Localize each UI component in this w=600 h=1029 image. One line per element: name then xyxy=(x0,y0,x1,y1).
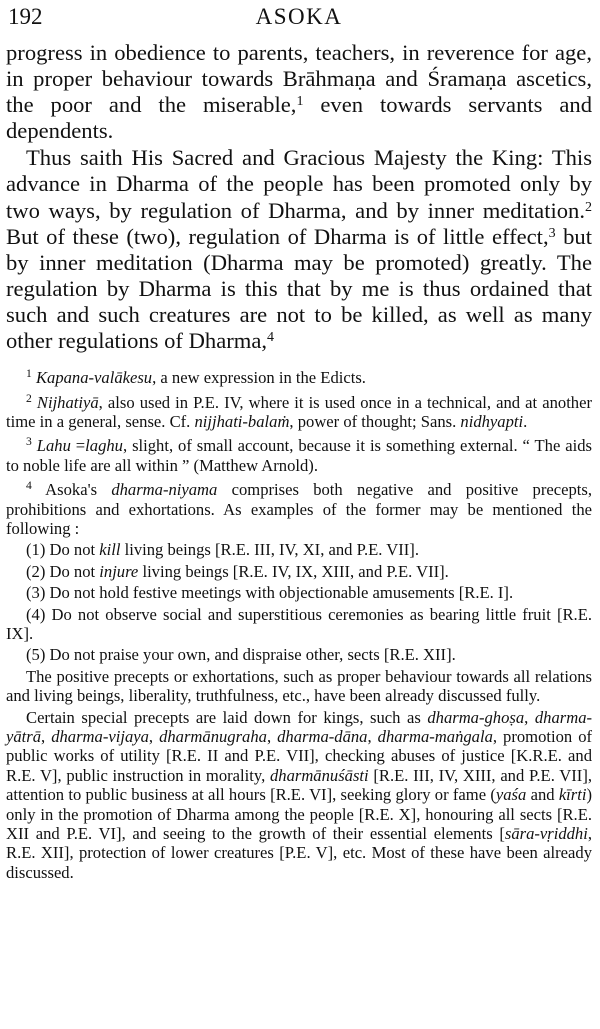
italic-term: dharma-dāna xyxy=(277,727,368,747)
italic-term: laghu xyxy=(85,436,123,456)
footnote-paragraph xyxy=(6,562,592,581)
text-run: (2) Do not xyxy=(26,561,100,581)
text-run: , xyxy=(148,727,160,747)
italic-term: dharma-vijaya xyxy=(51,727,149,747)
footnotes xyxy=(6,368,592,882)
footnote-paragraph xyxy=(6,667,592,706)
italic-term: Kapana-valākesu xyxy=(35,368,153,388)
footnote-ref: 2 xyxy=(585,199,592,215)
italic-term: dharma-yātrā xyxy=(6,707,593,747)
text-run: living beings [R.E. III, IV, XI, and P.E. VII]. xyxy=(120,540,419,560)
italic-term: nijjhati-balaṁ xyxy=(194,411,290,431)
text-run: living beings [R.E. IV, IX, XIII, and P.E. VII]. xyxy=(138,561,449,581)
text-run: , xyxy=(524,707,535,727)
italic-term: Lahu xyxy=(36,436,71,456)
footnote-ref: 4 xyxy=(26,479,32,493)
text-run: , slight, of small account, because it is something external. “ The aids to noble life are all within ” (Matthew Arnold). xyxy=(6,436,592,475)
italic-term: injure xyxy=(99,561,139,581)
text-run: ) only in the promotion of Dharma among the people [R.E. X], honouring all sects [R.E. XII and P.E. VI], and seeing to the growth of their essential elements [ xyxy=(6,785,592,844)
text-run: . xyxy=(523,411,528,431)
text-run: Asoka's xyxy=(31,480,112,500)
italic-term: Nijhatiyā xyxy=(36,392,99,412)
footnote-paragraph xyxy=(6,583,592,602)
text-run: But of these (two), regulation of Dharma is of little effect, xyxy=(6,223,549,249)
italic-term: dharma-ghoṣa xyxy=(427,707,525,727)
text-run: , xyxy=(266,727,278,747)
text-run: but by inner meditation (Dharma may be promoted) greatly. The regulation by Dharma is this that by me is thus ordained that such and such creatures are not to be killed, as well as many other regulations of Dharma, xyxy=(6,223,592,354)
text-run: (5) Do not praise your own, and dispraise other, sects [R.E. XII]. xyxy=(26,645,456,665)
text-run: , xyxy=(367,727,378,747)
footnote-paragraph xyxy=(6,708,592,883)
main-text xyxy=(6,40,592,354)
text-run: Thus saith His Sacred and Gracious Majesty the King: This advance in Dharma of the people has been promoted only by two ways, by regulation of Dharma, and by inner meditation. xyxy=(6,145,592,223)
text-run: [R.E. III, IV, XIII, and P.E. VII], attention to public business at all hours [R.E. VI], seeking glory or fame ( xyxy=(6,765,592,805)
footnote xyxy=(6,393,592,432)
text-run: even towards servants and dependents. xyxy=(6,92,592,144)
footnote-ref: 4 xyxy=(267,330,274,346)
text-run: Certain special precepts are laid down for kings, such as xyxy=(26,707,428,727)
footnote xyxy=(6,368,592,387)
footnote-paragraph xyxy=(6,645,592,664)
footnote-ref: 1 xyxy=(26,367,32,381)
footnote-paragraph xyxy=(6,605,592,644)
main-paragraph xyxy=(6,145,592,354)
italic-term: kill xyxy=(99,540,121,560)
text-run: progress in obedience to parents, teachers, in reverence for age, in proper behaviour towards Brāhmaṇa and Śramaṇa ascetics, the poor and the miserable, xyxy=(6,40,592,118)
running-head: ASOKA xyxy=(255,4,343,29)
text-run: = xyxy=(70,436,86,456)
text-run: (1) Do not xyxy=(26,540,100,560)
italic-term: nidhyapti xyxy=(460,411,524,431)
footnote xyxy=(6,436,592,475)
footnote-paragraph xyxy=(6,540,592,559)
text-run: The positive precepts or exhortations, such as proper behaviour towards all relations and living beings, liberality, truthfulness, etc., have been already discussed fully. xyxy=(6,666,592,706)
page-number: 192 xyxy=(8,4,43,29)
italic-term: dharmānugraha xyxy=(159,727,267,747)
page-header xyxy=(6,2,592,32)
text-run: , xyxy=(41,727,52,747)
italic-term: sāra-vṛiddhi xyxy=(504,824,588,844)
text-run: , promotion of public works of utility [R.E. II and P.E. VII], checking abuses of justice [K.R.E. and R.E. V], public instruction in morality, xyxy=(6,727,593,785)
text-run: , also used in P.E. IV, where it is used once in a technical, and at another time in a general, sense. Cf. xyxy=(6,392,592,431)
text-run: (4) Do not observe social and superstitious ceremonies as bearing little fruit [R.E. IX]. xyxy=(6,604,592,643)
text-run: , power of thought; Sans. xyxy=(289,411,461,431)
italic-term: kīrti xyxy=(558,785,587,805)
footnote-ref: 2 xyxy=(26,391,32,405)
footnote-ref: 1 xyxy=(296,94,304,110)
italic-term: dharmānuśāsti xyxy=(269,765,369,785)
italic-term: dharma-maṅgala xyxy=(377,727,493,747)
footnote-ref: 3 xyxy=(26,435,32,449)
footnote-ref: 3 xyxy=(548,225,556,241)
main-paragraph xyxy=(6,40,592,144)
text-run: and xyxy=(526,785,559,805)
text-run: (3) Do not hold festive meetings with objectionable amusements [R.E. I]. xyxy=(26,583,514,603)
text-run: comprises both negative and positive precepts, prohibitions and exhortations. As examples of the former may be mentioned the following : xyxy=(6,480,592,538)
text-run: , R.E. XII], protection of lower creatures [P.E. V], etc. Most of these have been already discussed. xyxy=(6,824,592,882)
italic-term: yaśa xyxy=(495,785,527,805)
italic-term: dharma-niyama xyxy=(111,480,218,500)
footnote xyxy=(6,480,592,538)
text-run: , a new expression in the Edicts. xyxy=(152,368,366,388)
